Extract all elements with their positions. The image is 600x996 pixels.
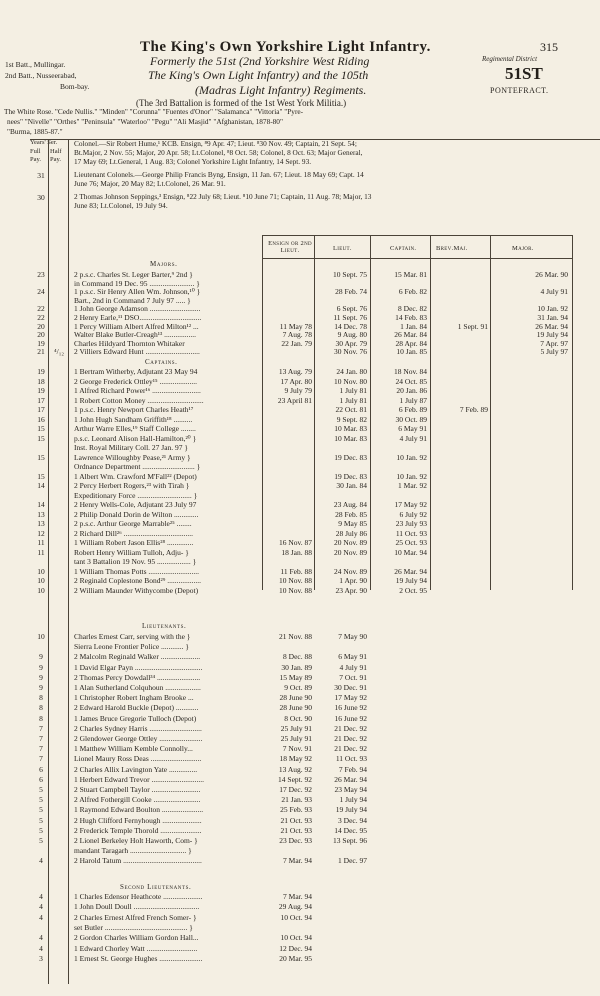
captain-date: 6 May 91 <box>398 424 427 433</box>
lieut-date: 24 Jan. 80 <box>336 367 367 376</box>
years-service-label: Years' Ser. <box>30 139 58 146</box>
ensign-date: 9 Oct. 89 <box>284 683 312 692</box>
officer-name: Sierra Leone Frontier Police ............ } <box>74 642 190 652</box>
lieut-date: 3 Dec. 94 <box>338 815 367 825</box>
officer-name: 2 Harold Tatum .......................................... <box>74 856 202 866</box>
table-row <box>0 954 600 965</box>
officer-name: 2 Charles Sydney Harris ............................ <box>74 723 202 733</box>
officer-name: tant 3 Battalion 19 Nov. 95 .................. } <box>74 557 197 566</box>
years-full-pay: 24 <box>37 287 45 297</box>
lieut-date: 9 May 85 <box>338 519 367 528</box>
lieutenants-heading: Lieutenants. <box>142 622 187 630</box>
lieut-date: 23 May 94 <box>334 785 367 794</box>
officer-name: 1 John George Adamson ........................... <box>74 304 201 314</box>
ensign-date: 21 Oct. 93 <box>280 815 312 825</box>
years-full-pay: 4 <box>39 933 43 943</box>
ensign-date: 10 Oct. 94 <box>280 912 312 922</box>
brev-maj-column-header: Brev.Maj. <box>436 245 468 252</box>
lieut-column-header: Lieut. <box>333 245 352 252</box>
officer-name: 1 p.s.c. Henry Newport Charles Heath¹⁷ <box>74 405 194 414</box>
officer-name: 1 Raymond Edward Boulton ...................... <box>74 805 204 815</box>
officer-name: 1 Albert Wm. Crawford M'Fall²² (Depot) <box>74 471 197 481</box>
lieut-date: 30 Jan. 84 <box>336 481 367 490</box>
officer-name: Expeditionary Force ............................. } <box>74 490 198 500</box>
battalion-two-location-cont: Bom-bay. <box>60 82 90 91</box>
lieut-date: 1 Dec. 97 <box>338 856 367 866</box>
captain-date: 20 Jan. 86 <box>396 386 427 395</box>
years-full-pay: 4 <box>39 912 43 922</box>
battle-honours-line-1: The White Rose. "Cede Nullis." "Minden" "Corunna" "Fuentes d'Onor" "Salamanca" "Vittoria" "Pyre- <box>4 107 304 116</box>
officer-name: 2 Henry Earle,¹¹ DSO................................. <box>74 313 202 322</box>
page-title: The King's Own Yorkshire Light Infantry. <box>140 39 431 55</box>
colonel-entry-line: Lieutenant Colonels.—George Philip Francis Byng, Ensign, 11 Jan. 67; Lieut. 18 May 69; Capt. 14 <box>74 170 364 179</box>
ensign-date: 11 Feb. 88 <box>280 566 312 576</box>
years-full-pay: 9 <box>39 672 43 682</box>
ensign-date: 20 Mar. 95 <box>279 953 312 963</box>
captain-date: 10 Jan. 92 <box>396 452 427 462</box>
table-row <box>0 856 600 867</box>
lieut-date: 20 Nov. 89 <box>333 547 367 557</box>
lieut-date: 6 May 91 <box>338 652 367 662</box>
lieut-date: 24 Nov. 89 <box>333 566 367 576</box>
officer-name: 1 Edward Chorley Watt ........................... <box>74 943 198 953</box>
lieut-date: 6 Sept. 76 <box>336 304 367 314</box>
ensign-date: 22 Jan. 79 <box>281 338 312 348</box>
lieut-date: 17 May 92 <box>334 693 367 703</box>
colonel-entry-line: June 83; Lt.Colonel, 19 July 94. <box>74 201 168 210</box>
years-full-pay: 5 <box>39 815 43 825</box>
full-pay-label: Full Pay. <box>30 148 41 163</box>
officer-name: Walter Blake Butler-Creagh¹³ ................. <box>74 330 197 340</box>
lieut-date: 30 Nov. 76 <box>333 347 367 357</box>
captain-date: 19 July 94 <box>395 576 427 585</box>
officer-name: 2 Glendower George Ottley ....................... <box>74 734 203 743</box>
lieut-date: 14 Dec. 95 <box>334 825 367 835</box>
years-full-pay: 7 <box>39 734 43 743</box>
officer-name: 1 Alfred Richard Power¹⁶ .......................... <box>74 386 201 395</box>
lieut-date: 7 May 90 <box>338 632 367 641</box>
ensign-date: 28 June 90 <box>279 703 312 713</box>
lieut-date: 16 June 92 <box>334 713 367 723</box>
officer-name: 1 Percy William Albert Alfred Milton¹² ... <box>74 321 199 331</box>
lieut-date: 9 Aug. 80 <box>337 330 367 340</box>
officer-name: p.s.c. Leonard Alison Hall-Hamilton,²⁰ } <box>74 433 197 443</box>
years-full-pay: 8 <box>39 713 43 723</box>
officer-name: 2 Lionel Berkeley Holt Haworth, Com- } <box>74 836 198 845</box>
officer-name: Robert Henry William Tulloh, Adju- } <box>74 547 189 557</box>
ensign-date: 7 Aug. 78 <box>282 330 312 340</box>
regimental-district-label: Regimental District <box>482 55 538 63</box>
ensign-date: 16 Nov. 87 <box>278 538 312 547</box>
years-full-pay: 5 <box>39 836 43 845</box>
lieut-date: 4 July 91 <box>339 662 367 672</box>
lieut-date: 28 Feb. 85 <box>335 509 367 519</box>
officer-name: 1 John Hugh Sandham Griffith¹⁸ .......... <box>74 414 193 424</box>
officer-name: 1 David Elgar Payn .................................... <box>74 662 203 672</box>
lieut-date: 19 Dec. 83 <box>334 452 367 462</box>
ensign-date: 8 Dec. 88 <box>283 652 312 662</box>
years-full-pay: 17 <box>37 405 45 414</box>
major-date: 7 Apr. 97 <box>540 338 568 348</box>
officer-name: Ordnance Department ............................ } <box>74 462 201 471</box>
years-full-pay: 14 <box>37 500 45 509</box>
captain-date: 10 Jan. 92 <box>396 471 427 481</box>
ensign-date: 28 June 90 <box>279 693 312 703</box>
lieut-date: 11 Oct. 93 <box>335 754 367 764</box>
officer-name: 2 Frederick Temple Thorold ...................... <box>74 825 202 835</box>
ensign-date: 8 Oct. 90 <box>284 713 312 723</box>
officer-name: 1 Christopher Robert Ingham Brooke ... <box>74 693 194 703</box>
captain-date: 26 Mar. 94 <box>394 566 427 576</box>
officer-name: 2 Percy Herbert Rogers,²³ with Tirah } <box>74 481 190 490</box>
lieut-date: 19 July 94 <box>335 805 367 815</box>
table-row <box>0 347 600 358</box>
officer-name: 1 Alan Sutherland Colquhoun ................... <box>74 683 201 692</box>
years-full-pay: 15 <box>37 424 45 433</box>
years-full-pay: 22 <box>37 313 45 322</box>
page-number: 315 <box>540 40 558 54</box>
officer-name: 1 John Doull Doull ................................... <box>74 902 200 912</box>
officer-name: 2 Philip Donald Dorin de Wilton ............. <box>74 509 199 519</box>
ensign-date: 7 Nov. 91 <box>282 744 312 754</box>
captain-date: 6 Feb. 82 <box>398 287 427 297</box>
lieut-date: 30 Apr. 79 <box>335 338 367 348</box>
lieut-date: 1 July 94 <box>339 795 367 805</box>
officer-name: 1 Bertram Witherby, Adjutant 23 May 94 <box>74 367 198 376</box>
years-full-pay: 20 <box>37 321 45 331</box>
brevet-major-date: 1 Sept. 91 <box>457 321 488 331</box>
half-pay-label: Half Pay. <box>50 148 62 163</box>
years-full-pay: 4 <box>39 943 43 953</box>
ensign-date: 18 Jan. 88 <box>281 547 312 557</box>
column-header-bottom-rule <box>262 258 572 259</box>
lieut-date: 1 July 81 <box>339 395 367 405</box>
officer-name: 1 James Bruce Gregorie Tulloch (Depot) <box>74 713 197 723</box>
officer-name: 2 Richard Dill²⁶ ..................................... <box>74 528 194 538</box>
officer-name: 1 Matthew William Kemble Connolly... <box>74 744 193 754</box>
lieut-date: 23 Aug. 84 <box>333 500 367 509</box>
officer-name: 1 p.s.c. Sir Henry Allen Wm. Johnson,¹⁰ } <box>74 287 201 297</box>
officer-name: 2 Edward Harold Buckle (Depot) ............ <box>74 703 199 713</box>
officer-name: Inst. Royal Military Coll. 27 Jan. 97 } <box>74 443 189 452</box>
major-date: 19 July 94 <box>536 330 568 340</box>
ensign-column-header: Ensign or 2nd Lieut. <box>268 240 312 254</box>
officer-name: 1 Herbert Edward Trevor ............................ <box>74 774 204 784</box>
major-date: 26 Mar. 94 <box>535 321 568 331</box>
officer-name: 2 p.s.c. Charles St. Leger Barter,⁹ 2nd } <box>74 270 193 279</box>
lieut-date: 16 June 92 <box>334 703 367 713</box>
ensign-date: 23 Dec. 93 <box>279 836 312 845</box>
years-full-pay: 10 <box>37 585 45 595</box>
captain-date: 23 July 93 <box>395 519 427 528</box>
colonel-entry-line: 17 May 69; Lt.General, 1 Aug. 83; Colonel Yorkshire Light Infantry, 14 Sept. 93. <box>74 157 312 166</box>
years-full-pay: 4 <box>39 892 43 901</box>
ensign-date: 21 Oct. 93 <box>280 825 312 835</box>
years-full-pay: 7 <box>39 754 43 764</box>
former-regiment-line: The King's Own Light Infantry) and the 105th <box>148 68 369 82</box>
officer-name: Charles Hildyard Thornton Whitaker <box>74 338 185 348</box>
captain-date: 4 July 91 <box>399 433 427 443</box>
lieut-date: 7 Oct. 91 <box>339 672 367 682</box>
ensign-date: 10 Oct. 94 <box>280 933 312 943</box>
officer-name: 2 Stuart Campbell Taylor .......................... <box>74 785 201 794</box>
formerly-line: Formerly the 51st (2nd Yorkshire West Riding <box>150 54 370 68</box>
major-date: 31 Jan. 94 <box>537 313 568 322</box>
officer-name: 2 p.s.c. Arthur George Marrable²⁵ ........ <box>74 519 192 528</box>
years-full-pay: 12 <box>37 528 45 538</box>
brevet-major-date: 7 Feb. 89 <box>459 405 488 414</box>
lieut-date: 7 Feb. 94 <box>338 764 367 774</box>
officer-name: 2 William Maunder Withycombe (Depot) <box>74 585 199 595</box>
years-full-pay: 19 <box>37 367 45 376</box>
lieut-date: 9 Sept. 82 <box>336 414 367 424</box>
captain-column-header: Captain. <box>390 245 417 252</box>
lieut-date: 1 Apr. 90 <box>339 576 367 585</box>
captain-date: 6 July 92 <box>399 509 427 519</box>
captain-date: 10 Jan. 85 <box>396 347 427 357</box>
ensign-date: 15 May 89 <box>279 672 312 682</box>
battle-honours-line-2: nees" "Nivelle" "Orthes" "Peninsula" "Waterloo" "Pegu" "Ali Masjid" "Afghanistan, 1878-80" <box>7 117 283 126</box>
officer-name: 2 Thomas Percy Dowdall³⁴ ....................... <box>74 672 201 682</box>
second-lieutenants-heading: Second Lieutenants. <box>120 883 192 891</box>
lieut-date: 26 Mar. 94 <box>334 774 367 784</box>
years-full-pay: 22 <box>37 304 45 314</box>
officer-name: set Butler ............................................ } <box>74 922 193 932</box>
lieut-date: 21 Dec. 92 <box>334 723 367 733</box>
years-full-pay: 18 <box>37 376 45 386</box>
years-full-pay: 23 <box>37 270 45 279</box>
years-full-pay: 15 <box>37 433 45 443</box>
captain-date: 1 Jan. 84 <box>400 321 427 331</box>
lieut-date: 10 Mar. 83 <box>334 424 367 433</box>
officer-name: Bart., 2nd in Command 7 July 97 ..... } <box>74 295 191 305</box>
years-full-pay: 5 <box>39 785 43 794</box>
years-full-pay: 5 <box>39 805 43 815</box>
captain-date: 1 July 87 <box>399 395 427 405</box>
ensign-date: 23 April 81 <box>277 395 312 405</box>
lieut-date: 10 Nov. 80 <box>333 376 367 386</box>
colonel-entry-line: Bt.Major, 2 Nov. 55; Major, 20 Apr. 58; Lt.Colonel, ⁸8 Oct. 58; Colonel, 8 Oct. 63; Major General, <box>74 148 363 157</box>
years-full-pay: 5 <box>39 825 43 835</box>
officer-name: 2 Gordon Charles William Gordon Hall... <box>74 933 199 943</box>
third-battalion-note: (The 3rd Battalion is formed of the 1st West York Militia.) <box>136 98 347 108</box>
madras-line: (Madras Light Infantry) Regiments. <box>195 83 367 97</box>
years-full-pay: 11 <box>37 538 45 547</box>
years-full-pay: 7 <box>39 723 43 733</box>
ensign-date: 17 Apr. 80 <box>280 376 312 386</box>
years-full-pay: 6 <box>39 764 43 774</box>
ensign-date: 30 Jan. 89 <box>281 662 312 672</box>
captain-date: 15 Mar. 81 <box>394 270 427 279</box>
district-number: 51ST <box>505 64 543 83</box>
years-full-pay: 10 <box>37 576 45 585</box>
officer-name: Lionel Maury Ross Deas ........................... <box>74 754 202 764</box>
lieut-date: 30 Dec. 91 <box>334 683 367 692</box>
officer-name: mandant Taragarh .............................. } <box>74 846 192 856</box>
major-date: 10 Jan. 92 <box>537 304 568 314</box>
lieut-date: 22 Oct. 81 <box>335 405 367 414</box>
captain-date: 14 Feb. 83 <box>395 313 427 322</box>
lieut-date: 14 Dec. 78 <box>334 321 367 331</box>
officer-name: 2 Reginald Coplestone Bond²⁹ .................. <box>74 576 201 585</box>
lieut-date: 28 Feb. 74 <box>335 287 367 297</box>
officer-name: 2 Villiers Edward Hunt ............................. <box>74 347 200 357</box>
officer-name: Arthur Warre Elles,¹⁹ Staff College ........ <box>74 424 196 433</box>
officer-name: 1 William Thomas Potts ........................... <box>74 566 200 576</box>
column-header-rule <box>262 235 572 236</box>
officer-name: 1 Robert Cotton Money .............................. <box>74 395 204 405</box>
ensign-date: 7 Mar. 94 <box>283 856 312 866</box>
captain-date: 30 Oct. 89 <box>395 414 427 424</box>
ensign-date: 25 Feb. 93 <box>280 805 312 815</box>
lieut-date: 20 Nov. 89 <box>333 538 367 547</box>
years-full-pay: 11 <box>37 547 45 557</box>
years-full-pay: 19 <box>37 338 45 348</box>
ensign-date: 9 July 79 <box>284 386 312 395</box>
officer-name: 2 Charles Ernest Alfred French Somer- } <box>74 912 197 922</box>
captain-date: 8 Dec. 82 <box>398 304 427 314</box>
captains-heading: Captains. <box>145 358 178 366</box>
years-full-pay: 19 <box>37 386 45 395</box>
officer-name: Lawrence Willoughby Pease,²¹ Army } <box>74 452 191 462</box>
years-full-pay: 17 <box>37 395 45 405</box>
major-date: 4 July 91 <box>540 287 568 297</box>
lieut-date: 10 Sept. 75 <box>333 270 367 279</box>
battalion-two-location: 2nd Batt., Nusseerabad, <box>5 71 77 80</box>
years-full-pay: 15 <box>37 471 45 481</box>
years-full-pay: 15 <box>37 452 45 462</box>
captain-date: 11 Oct. 93 <box>395 528 427 538</box>
table-row <box>0 586 600 597</box>
lieut-date: 28 July 86 <box>335 528 367 538</box>
district-town: PONTEFRACT. <box>490 86 549 95</box>
ensign-date: 25 July 91 <box>280 723 312 733</box>
lieut-date: 1 July 81 <box>339 386 367 395</box>
captain-date: 6 Feb. 89 <box>398 405 427 414</box>
officer-name: Charles Ernest Carr, serving with the } <box>74 632 191 641</box>
years-half-pay: ⁴/₁₂ <box>54 347 64 357</box>
captain-date: 1 Mar. 92 <box>398 481 427 490</box>
lieut-date: 23 Apr. 90 <box>335 585 367 595</box>
captain-date: 24 Oct. 85 <box>395 376 427 386</box>
ensign-date: 10 Nov. 88 <box>278 585 312 595</box>
years-full-pay: 20 <box>37 330 45 340</box>
years-full-pay: 30 <box>37 193 45 202</box>
ensign-date: 21 Jan. 93 <box>281 795 312 805</box>
lieut-date: 13 Sept. 96 <box>333 836 367 845</box>
years-full-pay: 16 <box>37 414 45 424</box>
ensign-date: 14 Sept. 92 <box>278 774 312 784</box>
officer-name: 2 Henry Wells-Cole, Adjutant 23 July 97 <box>74 500 197 509</box>
officer-name: 2 Alfred Fothergill Cooke ......................... <box>74 795 201 805</box>
years-full-pay: 10 <box>37 566 45 576</box>
years-full-pay: 8 <box>39 703 43 713</box>
major-column-header: Major. <box>512 245 534 252</box>
captain-date: 28 Apr. 84 <box>395 338 427 348</box>
ensign-date: 12 Dec. 94 <box>279 943 312 953</box>
lieut-date: 11 Sept. 76 <box>333 313 367 322</box>
years-full-pay: 8 <box>39 693 43 703</box>
years-full-pay: 10 <box>37 632 45 641</box>
colonel-entry-line: 2 Thomas Johnson Seppings,³ Ensign, ⁸22 July 68; Lieut. ⁸10 June 71; Captain, 11 Aug. 78; Major, 13 <box>74 192 372 201</box>
ensign-date: 10 Nov. 88 <box>278 576 312 585</box>
colonel-entry-line: June 76; Major, 20 May 82; Lt.Colonel, 26 Mar. 91. <box>74 179 226 188</box>
ensign-date: 7 Mar. 94 <box>283 892 312 901</box>
lieut-date: 21 Dec. 92 <box>334 744 367 754</box>
lieut-date: 10 Mar. 83 <box>334 433 367 443</box>
years-full-pay: 13 <box>37 509 45 519</box>
officer-name: 1 William Robert Jason Ellis²⁸ .............. <box>74 538 194 547</box>
years-full-pay: 31 <box>37 171 45 180</box>
years-full-pay: 13 <box>37 519 45 528</box>
battle-honours-line-3: "Burma, 1885-87." <box>7 127 63 136</box>
years-full-pay: 21 <box>37 347 45 357</box>
years-full-pay: 5 <box>39 795 43 805</box>
ensign-date: 21 Nov. 88 <box>278 632 312 641</box>
officer-name: 1 Charles Edensor Heathcote ..................... <box>74 892 203 901</box>
captain-date: 10 Mar. 94 <box>394 547 427 557</box>
colonel-entry-line: Colonel.—Sir Robert Hume,¹ KCB. Ensign, ⁸9 Apr. 47; Lieut. ⁸30 Nov. 49; Captain, 21 Sept. 54; <box>74 139 357 148</box>
lieut-date: 19 Dec. 83 <box>334 471 367 481</box>
officer-name: in Command 19 Dec. 95 ........................ } <box>74 278 200 288</box>
officer-name: 1 Ernest St. George Hughes ....................... <box>74 953 203 963</box>
captain-date: 2 Oct. 95 <box>399 585 427 595</box>
ensign-date: 25 July 91 <box>280 734 312 743</box>
ensign-date: 29 Aug. 94 <box>278 902 312 912</box>
officer-name: 2 Charles Allix Lavington Yate ............... <box>74 764 198 774</box>
years-full-pay: 4 <box>39 902 43 912</box>
years-full-pay: 9 <box>39 683 43 692</box>
years-full-pay: 4 <box>39 856 43 866</box>
captain-date: 17 May 92 <box>394 500 427 509</box>
years-full-pay: 7 <box>39 744 43 754</box>
officer-name: 2 Hugh Clifford Fernyhough ..................... <box>74 815 202 825</box>
lieut-date: 21 Dec. 92 <box>334 734 367 743</box>
officer-name: 2 Malcolm Reginald Walker ..................... <box>74 652 201 662</box>
years-full-pay: 14 <box>37 481 45 490</box>
captain-date: 26 Mar. 84 <box>394 330 427 340</box>
ensign-date: 18 May 92 <box>279 754 312 764</box>
ensign-date: 17 Dec. 92 <box>279 785 312 794</box>
years-full-pay: 9 <box>39 652 43 662</box>
years-full-pay: 9 <box>39 662 43 672</box>
battalion-one-location: 1st Batt., Mullingar. <box>5 60 66 69</box>
majors-heading: Majors. <box>150 260 178 268</box>
major-date: 5 July 97 <box>540 347 568 357</box>
years-full-pay: 6 <box>39 774 43 784</box>
captain-date: 18 Nov. 84 <box>393 367 427 376</box>
ensign-date: 13 Aug. 79 <box>278 367 312 376</box>
ensign-date: 13 Aug. 92 <box>278 764 312 774</box>
major-date: 26 Mar. 90 <box>535 270 568 279</box>
captain-date: 25 Oct. 93 <box>395 538 427 547</box>
ensign-date: 11 May 78 <box>279 321 312 331</box>
years-full-pay: 3 <box>39 953 43 963</box>
officer-name: 2 George Frederick Ottley¹⁵ .................... <box>74 376 198 386</box>
